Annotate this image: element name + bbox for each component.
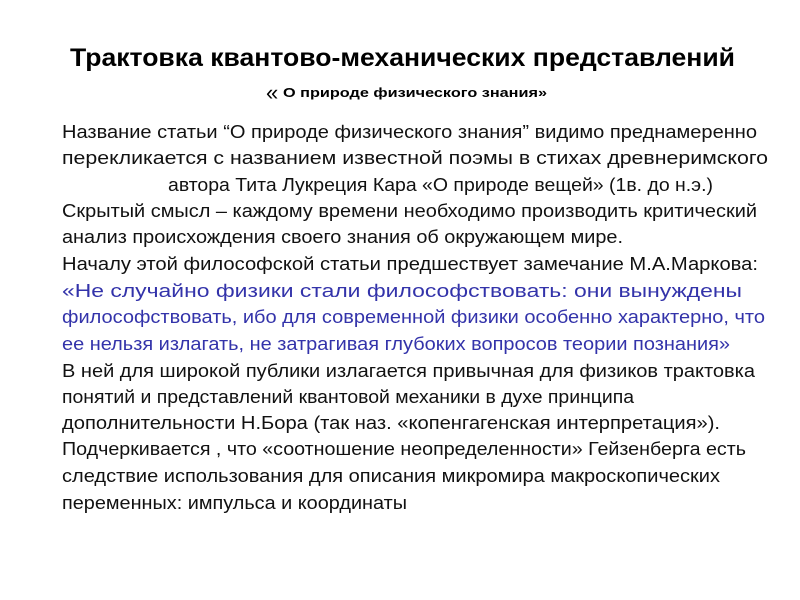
body-line: переменных: импульса и координаты	[62, 493, 407, 513]
body-line: Началу этой философской статьи предшествует замечание М.А.Маркова:	[62, 254, 758, 274]
body-line: анализ происхождения своего знания об окружающем мире.	[62, 227, 623, 247]
quote-line: ее нельзя излагать, не затрагивая глубоких вопросов теории познания»	[62, 334, 730, 354]
body-line: следствие использования для описания микромира макроскопических	[62, 466, 720, 486]
quote-line: философствовать, ибо для современной физики особенно характерно, что	[62, 307, 765, 327]
body-line: автора Тита Лукреция Кара «О природе вещей» (1в. до н.э.)	[168, 175, 713, 195]
body-line: Скрытый смысл – каждому времени необходимо производить критический	[62, 201, 757, 221]
slide-title: Трактовка квантово-механических представлений	[70, 44, 735, 72]
body-line: дополнительности Н.Бора (так наз. «копенгагенская интерпретация»).	[62, 413, 720, 433]
slide-subtitle: О природе физического знания»	[283, 86, 548, 100]
body-line: Название статьи “О природе физического знания” видимо преднамеренно	[62, 122, 757, 142]
body-line: понятий и представлений квантовой механики в духе принципа	[62, 387, 636, 407]
body-line: перекликается с названием известной поэмы в стихах древнеримского	[62, 148, 768, 168]
subtitle-quote-mark: «	[266, 80, 279, 105]
body-line: В ней для широкой публики излагается привычная для физиков трактовка	[62, 361, 757, 381]
quote-line: «Не случайно физики стали философствовать: они вынуждены	[62, 281, 742, 301]
body-line: Подчеркивается , что «соотношение неопределенности» Гейзенберга есть	[62, 439, 746, 459]
